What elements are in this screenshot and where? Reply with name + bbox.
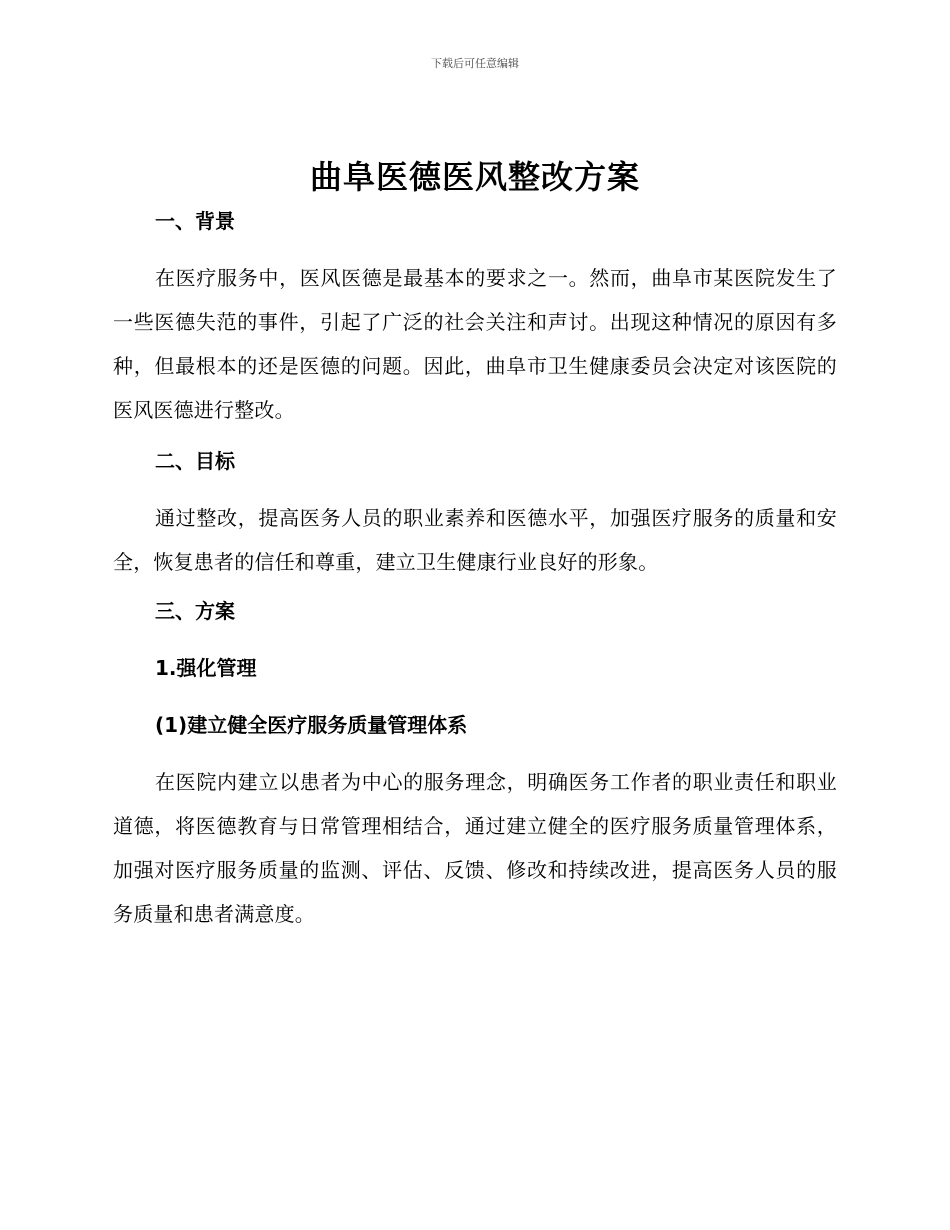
section-heading-background: 一、背景 (155, 209, 235, 233)
section-paragraph-goal: 通过整改，提高医务人员的职业素养和医德水平，加强医疗服务的质量和安全，恢复患者的信任和尊重，建立卫生健康行业良好的形象。 (113, 506, 837, 574)
document-title: 曲阜医德医风整改方案 (309, 158, 640, 196)
section-paragraph-quality-system: 在医院内建立以患者为中心的服务理念，明确医务工作者的职业责任和职业道德，将医德教育与日常管理相结合，通过建立健全的医疗服务质量管理体系，加强对医疗服务质量的监测、评估、反馈、修改和持续改进，提高医务人员的服务质量和患者满意度。 (113, 770, 837, 926)
subheading-strengthen-management: 1.强化管理 (155, 656, 257, 680)
section-heading-plan: 三、方案 (155, 599, 235, 623)
page-header: 下载后可任意编辑 (431, 57, 519, 70)
document-body (113, 205, 837, 936)
section-heading-goal: 二、目标 (155, 449, 235, 473)
subsubheading-quality-system: (1)建立健全医疗服务质量管理体系 (155, 713, 468, 737)
section-paragraph-background: 在医疗服务中，医风医德是最基本的要求之一。然而，曲阜市某医院发生了一些医德失范的事件，引起了广泛的社会关注和声讨。出现这种情况的原因有多种，但最根本的还是医德的问题。因此，曲阜市卫生健康委员会决定对该医院的医风医德进行整改。 (113, 266, 837, 422)
